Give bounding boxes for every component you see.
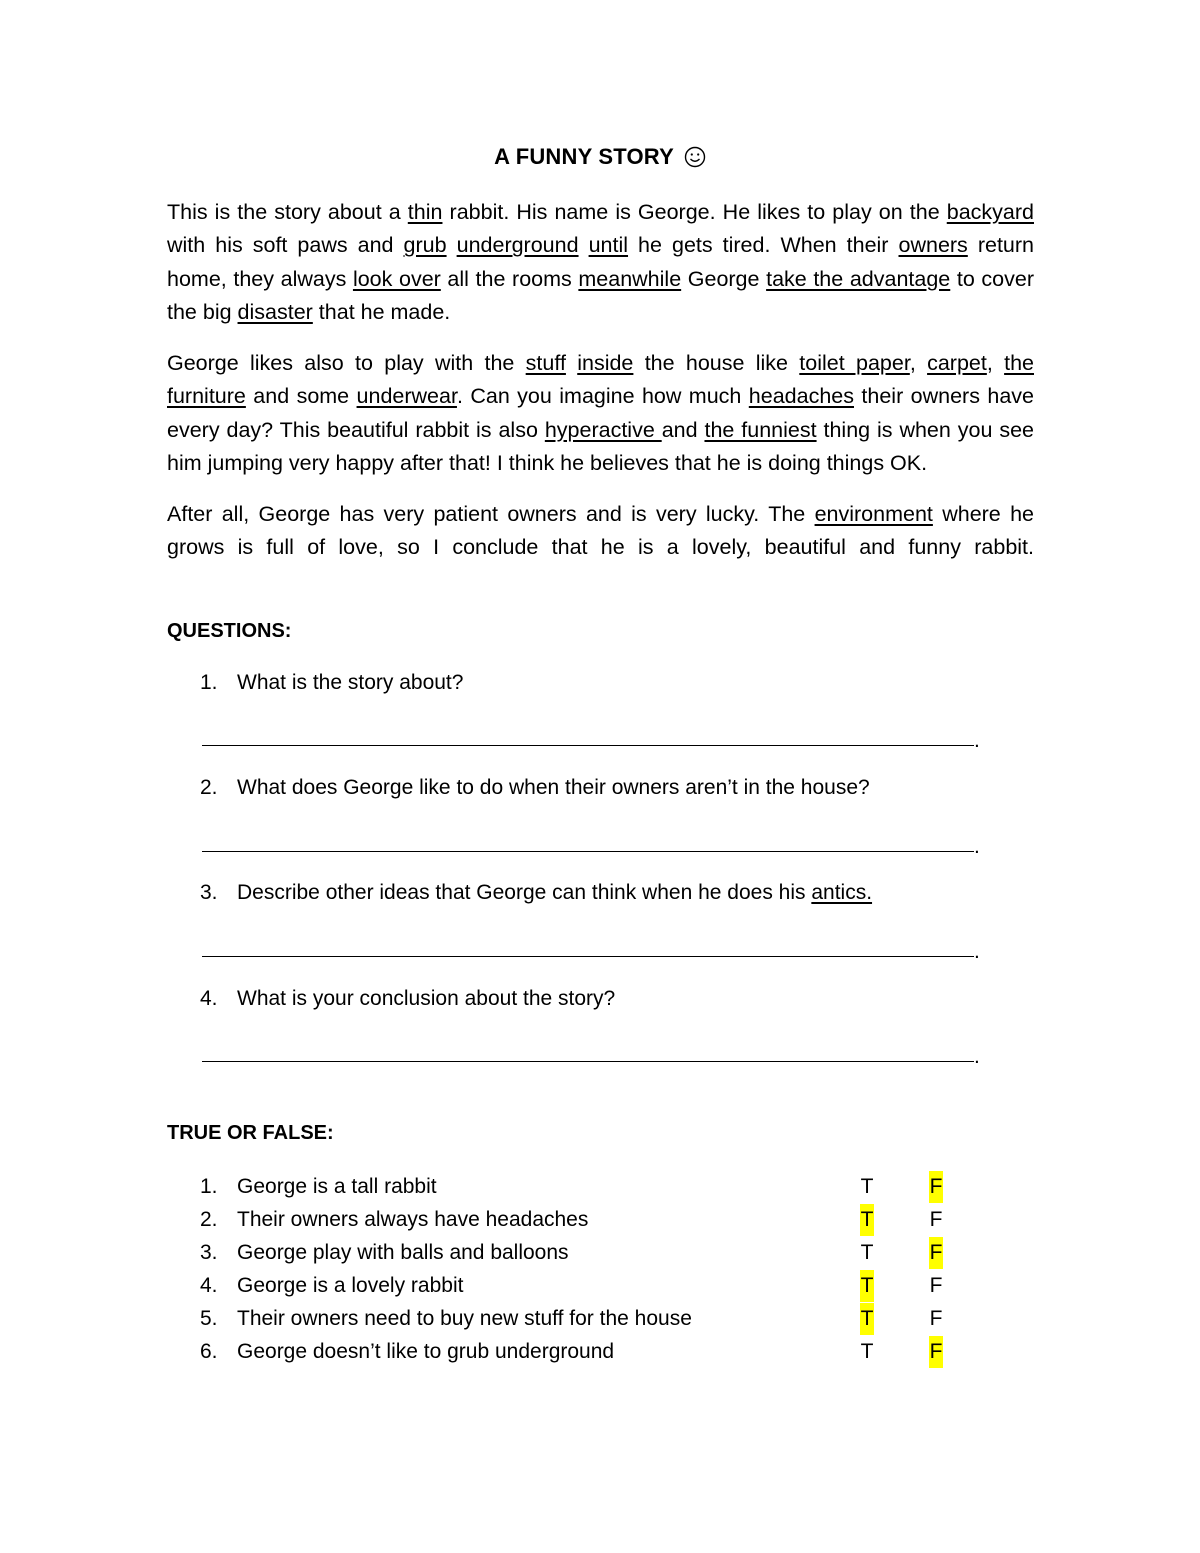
question-number: 4.	[200, 987, 218, 1010]
story-paragraph-2	[167, 347, 1034, 481]
false-option[interactable]: F	[929, 1336, 943, 1368]
question-text: What is the story about?	[237, 671, 464, 694]
tf-number: 5.	[200, 1307, 218, 1330]
false-option[interactable]: F	[929, 1237, 943, 1269]
question-number: 2.	[200, 776, 218, 799]
tf-statement: Their owners need to buy new stuff for the house	[237, 1307, 692, 1330]
true-false-row	[200, 1204, 960, 1236]
story-text: ,	[909, 351, 928, 375]
story-text: George	[681, 266, 767, 291]
story-paragraph-1	[167, 196, 1034, 330]
story-text: the house like	[633, 351, 800, 375]
story-text: This is the story about a	[167, 200, 408, 224]
vocabulary-word: meanwhile	[578, 266, 682, 291]
tf-number: 3.	[200, 1241, 218, 1264]
answer-line[interactable]	[202, 851, 974, 852]
vocabulary-word: headaches	[748, 384, 854, 409]
vocabulary-word: look over	[352, 266, 441, 291]
story-text: and some	[245, 384, 357, 409]
vocabulary-word: underwear	[356, 384, 457, 409]
story-text	[579, 233, 589, 257]
answer-line[interactable]	[202, 956, 974, 957]
true-option[interactable]: T	[860, 1241, 874, 1264]
answer-line[interactable]	[202, 745, 974, 746]
story-paragraph-3	[167, 498, 1034, 565]
tf-statement: George is a lovely rabbit	[237, 1274, 464, 1297]
true-false-row	[200, 1237, 960, 1269]
story-text: ,	[986, 351, 1005, 375]
story-text: After all, George has very patient owners and is very lucky. The	[167, 502, 815, 526]
question-text	[237, 878, 872, 908]
vocabulary-word: antics.	[811, 881, 873, 904]
vocabulary-word: underground	[456, 233, 579, 258]
story-text: George likes also to play with the	[167, 351, 526, 375]
answer-period: .	[974, 835, 980, 858]
vocabulary-word: hyperactive	[544, 417, 662, 442]
tf-statement: George doesn’t like to grub underground	[237, 1340, 615, 1363]
vocabulary-word: toilet paper	[799, 351, 910, 375]
vocabulary-word: take the advantage	[766, 266, 951, 291]
question-text	[237, 668, 463, 698]
answer-period: .	[974, 729, 980, 752]
question-text	[237, 773, 870, 803]
true-false-row	[200, 1270, 960, 1302]
answer-period: .	[974, 1045, 980, 1068]
story-text: . Can you imagine how much	[456, 384, 749, 409]
tf-number: 2.	[200, 1208, 218, 1231]
true-false-row	[200, 1336, 960, 1368]
true-option[interactable]: T	[860, 1204, 874, 1236]
true-option[interactable]: T	[860, 1340, 874, 1363]
true-false-heading: TRUE OR FALSE:	[167, 1122, 334, 1144]
story-text: where he grows is full of love, so I conclude that he is a lovely, beautiful and funny rabbit.	[167, 502, 1034, 560]
story-text: their owners have every day? This beautiful rabbit is also	[167, 384, 1034, 442]
story-text: that he made.	[312, 300, 451, 325]
tf-statement: George is a tall rabbit	[237, 1175, 437, 1198]
story-text: return home, they always	[167, 233, 1034, 291]
title-text: A FUNNY STORY	[494, 144, 674, 169]
vocabulary-word: until	[588, 233, 629, 258]
vocabulary-word: grub	[403, 233, 447, 258]
tf-statement: George play with balls and balloons	[237, 1241, 569, 1264]
false-option[interactable]: F	[929, 1208, 943, 1231]
vocabulary-word: environment	[814, 502, 933, 526]
vocabulary-word: thin	[407, 200, 443, 224]
smiley-face-icon	[684, 145, 706, 177]
true-false-row	[200, 1303, 960, 1335]
tf-number: 6.	[200, 1340, 218, 1363]
tf-number: 1.	[200, 1175, 218, 1198]
question-number: 1.	[200, 671, 218, 694]
story-text: with his soft paws and	[167, 233, 404, 258]
story-text: rabbit. His name is George. He likes to play on the	[442, 200, 947, 224]
vocabulary-word: owners	[898, 233, 968, 258]
tf-number: 4.	[200, 1274, 218, 1297]
question-text: Describe other ideas that George can think when he does his	[237, 881, 812, 904]
false-option[interactable]: F	[929, 1274, 943, 1297]
vocabulary-word: backyard	[946, 200, 1034, 224]
story-text	[566, 351, 577, 375]
vocabulary-word: carpet	[927, 351, 987, 375]
story-text: thing is when you see him jumping very happy after that! I think he believes that he is doing things OK.	[167, 417, 1034, 476]
page-title	[0, 141, 1200, 177]
answer-line[interactable]	[202, 1061, 974, 1062]
false-option[interactable]: F	[929, 1171, 943, 1203]
tf-statement: Their owners always have headaches	[237, 1208, 589, 1231]
vocabulary-word: stuff	[525, 351, 566, 375]
vocabulary-word: disaster	[237, 300, 313, 325]
vocabulary-word: the funniest	[704, 417, 817, 442]
answer-period: .	[974, 940, 980, 963]
question-number: 3.	[200, 881, 218, 904]
story-text: all the rooms	[440, 266, 579, 291]
true-option[interactable]: T	[860, 1175, 874, 1198]
vocabulary-word: the furniture	[167, 351, 1034, 409]
vocabulary-word: inside	[577, 351, 634, 375]
story-text: he gets tired. When their	[628, 233, 899, 258]
false-option[interactable]: F	[929, 1307, 943, 1330]
question-text	[237, 984, 615, 1014]
story-text	[447, 233, 457, 257]
true-option[interactable]: T	[860, 1270, 874, 1302]
question-text: What is your conclusion about the story?	[237, 987, 616, 1010]
story-text: to cover the big	[167, 266, 1034, 325]
question-text: What does George like to do when their owners aren’t in the house?	[237, 776, 870, 799]
true-false-row	[200, 1171, 960, 1203]
story-text: and	[661, 417, 705, 442]
questions-heading: QUESTIONS:	[167, 620, 292, 642]
true-option[interactable]: T	[860, 1303, 874, 1335]
